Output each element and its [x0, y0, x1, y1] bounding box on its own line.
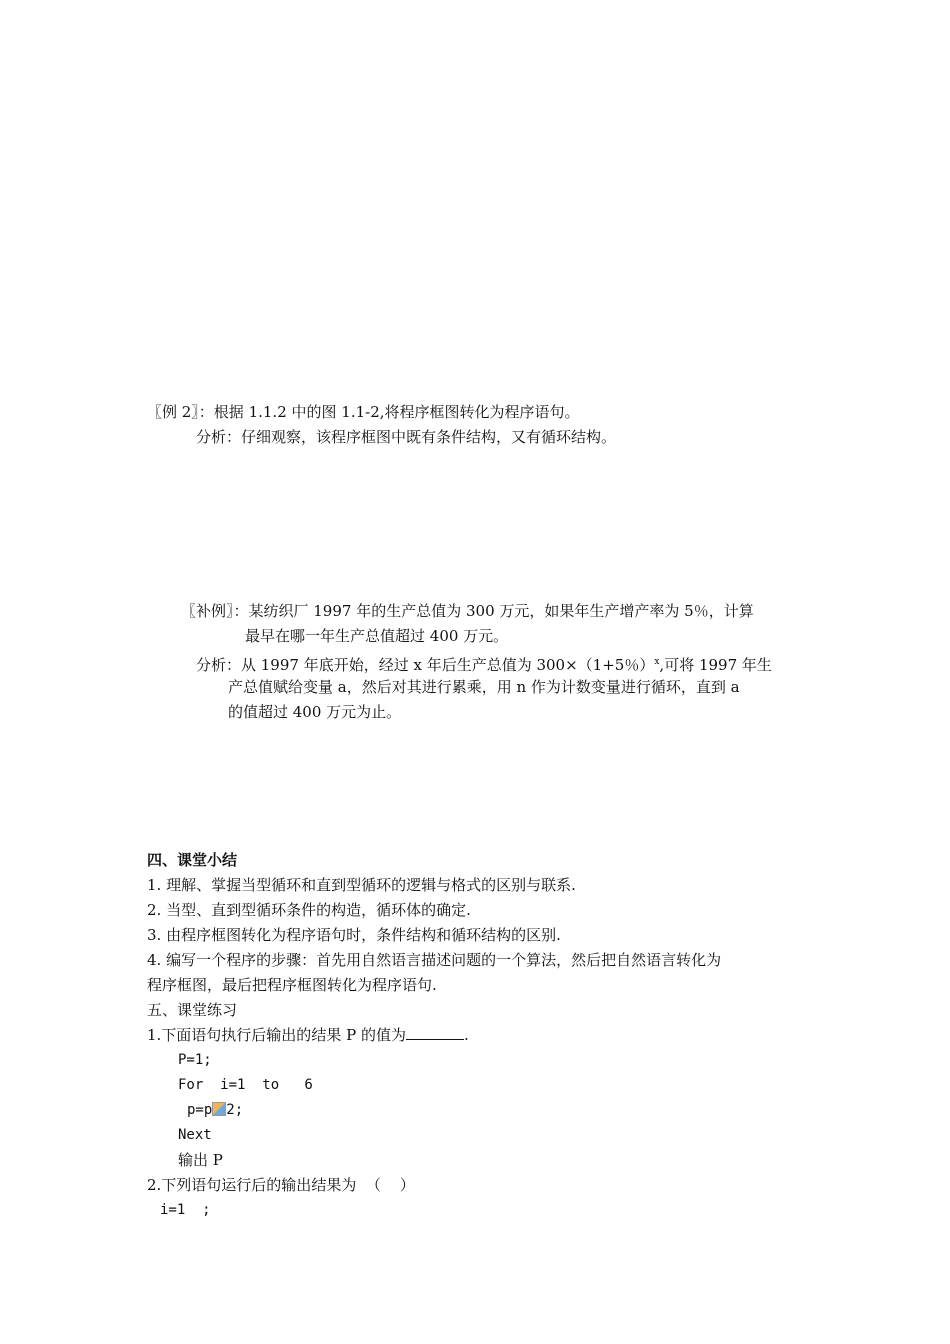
- supplement-line1: 〖补例〗：某纺织厂 1997 年的生产总值为 300 万元，如果年生产增产率为 5％，计算: [181, 602, 754, 620]
- code-line-2: For i=1 to 6: [178, 1077, 313, 1093]
- summary-heading: 四、课堂小结: [147, 851, 238, 869]
- summary-item-3: 3. 由程序框图转化为程序语句时，条件结构和循环结构的区别.: [147, 926, 561, 944]
- question-1-text: 1.下面语句执行后输出的结果 P 的值为: [147, 1026, 406, 1044]
- supplement-exponent: x: [654, 657, 660, 667]
- example2-title: 〖例 2〗：根据 1.1.2 中的图 1.1-2,将程序框图转化为程序语句。: [147, 403, 580, 421]
- code-line-3-start: p=p: [187, 1102, 213, 1118]
- question-1-end: .: [463, 1026, 469, 1044]
- practice-question-1: [147, 1025, 469, 1045]
- question-2-code-line-1: i=1 ;: [160, 1202, 211, 1218]
- example2-analysis: 分析：仔细观察，该程序框图中既有条件结构，又有循环结构。: [196, 428, 617, 446]
- code-line-3-end: 2;: [226, 1102, 244, 1118]
- summary-item-1: 1. 理解、掌握当型循环和直到型循环的逻辑与格式的区别与联系.: [147, 876, 576, 894]
- supplement-line4: 产总值赋给变量 a，然后对其进行累乘，用 n 作为计数变量进行循环，直到 a: [228, 678, 740, 696]
- broken-image-icon: [212, 1102, 226, 1116]
- supplement-analysis: [196, 652, 772, 675]
- supplement-analysis-tail: ,可将 1997 年生: [659, 656, 772, 674]
- summary-item-2: 2. 当型、直到型循环条件的构造，循环体的确定.: [147, 901, 471, 919]
- summary-item-4-cont: 程序框图，最后把程序框图转化为程序语句.: [147, 976, 437, 994]
- summary-item-4: 4. 编写一个程序的步骤：首先用自然语言描述问题的一个算法，然后把自然语言转化为: [147, 951, 722, 969]
- code-line-1: P=1;: [178, 1052, 212, 1068]
- practice-question-2: 2.下列语句运行后的输出结果为 （ ）: [147, 1176, 415, 1194]
- code-line-3: [187, 1100, 243, 1120]
- answer-blank: [406, 1025, 464, 1040]
- code-line-5: 输出 P: [178, 1151, 223, 1169]
- supplement-line2: 最早在哪一年生产总值超过 400 万元。: [245, 627, 509, 645]
- supplement-analysis-text: 分析：从 1997 年底开始，经过 x 年后生产总值为 300×（1+5％）: [196, 656, 655, 674]
- code-line-4: Next: [178, 1127, 212, 1143]
- practice-heading: 五、课堂练习: [147, 1001, 238, 1019]
- supplement-line5: 的值超过 400 万元为止。: [228, 703, 402, 721]
